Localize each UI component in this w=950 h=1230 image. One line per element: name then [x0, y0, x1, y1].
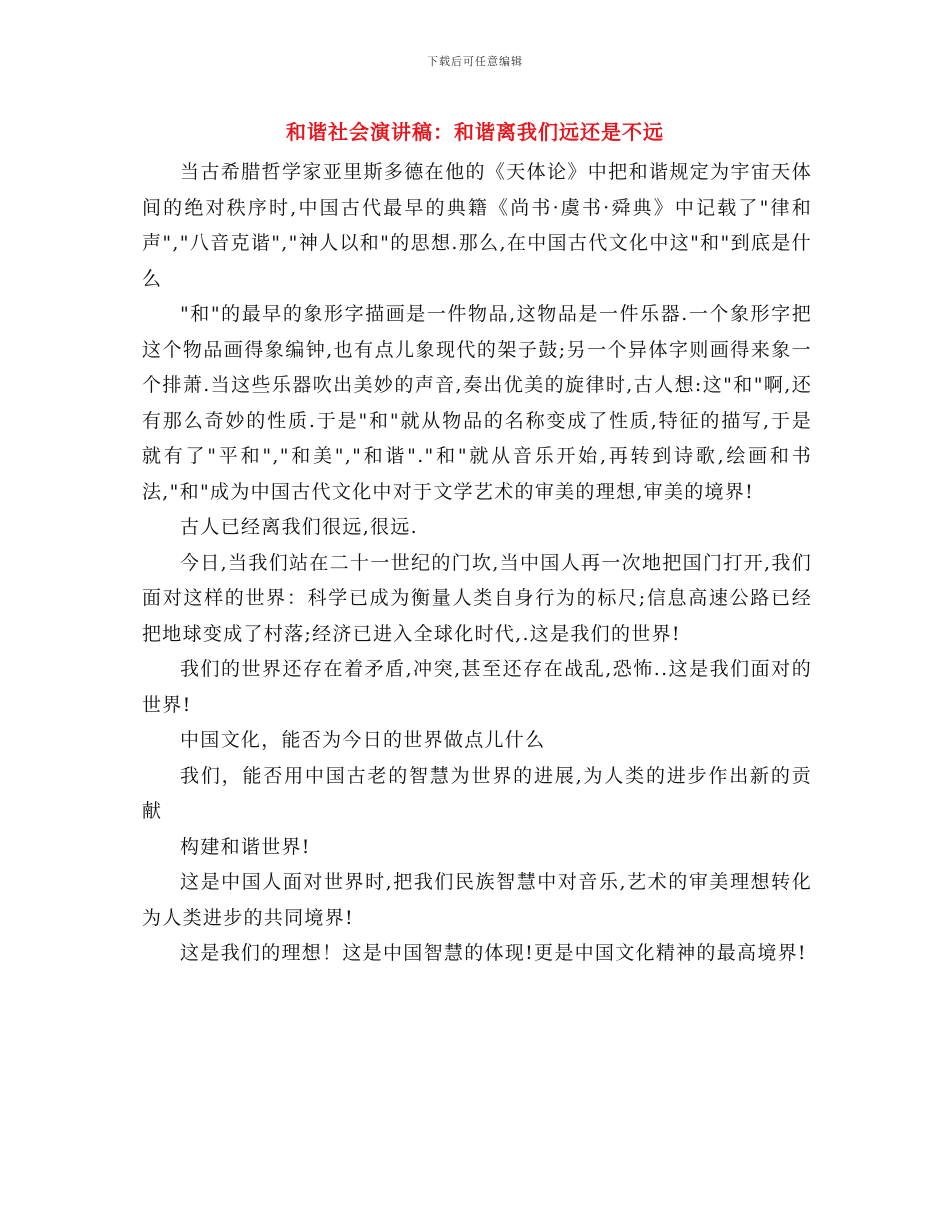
- paragraph: 古人已经离我们很远,很远.: [180, 516, 418, 538]
- paragraph: "和"的最早的象形字描画是一件物品,这物品是一件乐器.一个象形字把这个物品画得象编钟,也有点儿象现代的架子鼓;另一个异体字则画得来象一个排萧.当这些乐器吹出美妙的声音,奏出优美的旋律时,古人想:这"和"啊,还有那么奇妙的性质.于是"和"就从物品的名称变成了性质,特征的描写,于是就有了"平和","和美","和谐"."和"就从音乐开始,再转到诗歌,绘画和书法,"和"成为中国古代文化中对于文学艺术的审美的理想,审美的境界!: [142, 303, 812, 503]
- paragraph: 这是我们的理想！这是中国智慧的体现!更是中国文化精神的最高境界!: [180, 942, 807, 964]
- document-body: [142, 155, 812, 972]
- paragraph: 构建和谐世界!: [180, 835, 311, 858]
- paragraph: 我们，能否用中国古老的智慧为世界的进展,为人类的进步作出新的贡献: [142, 764, 812, 822]
- header-note: 下载后可任意编辑: [427, 55, 523, 68]
- paragraph: 今日,当我们站在二十一世纪的门坎,当中国人再一次地把国门打开,我们面对这样的世界：科学已成为衡量人类自身行为的标尺;信息高速公路已经把地球变成了村落;经济已进入全球化时代,.这是我们的世界!: [142, 551, 812, 645]
- document-title: 和谐社会演讲稿：和谐离我们远还是不远: [286, 120, 664, 144]
- paragraph: 当古希腊哲学家亚里斯多德在他的《天体论》中把和谐规定为宇宙天体间的绝对秩序时,中国古代最早的典籍《尚书·虞书·舜典》中记载了"律和声","八音克谐","神人以和"的思想.那么,在中国古代文化中这"和"到底是什么: [142, 161, 812, 290]
- paragraph: 中国文化，能否为今日的世界做点儿什么: [180, 729, 546, 751]
- paragraph: 这是中国人面对世界时,把我们民族智慧中对音乐,艺术的审美理想转化为人类进步的共同境界!: [142, 871, 812, 929]
- paragraph: 我们的世界还存在着矛盾,冲突,甚至还存在战乱,恐怖..这是我们面对的世界!: [142, 658, 812, 716]
